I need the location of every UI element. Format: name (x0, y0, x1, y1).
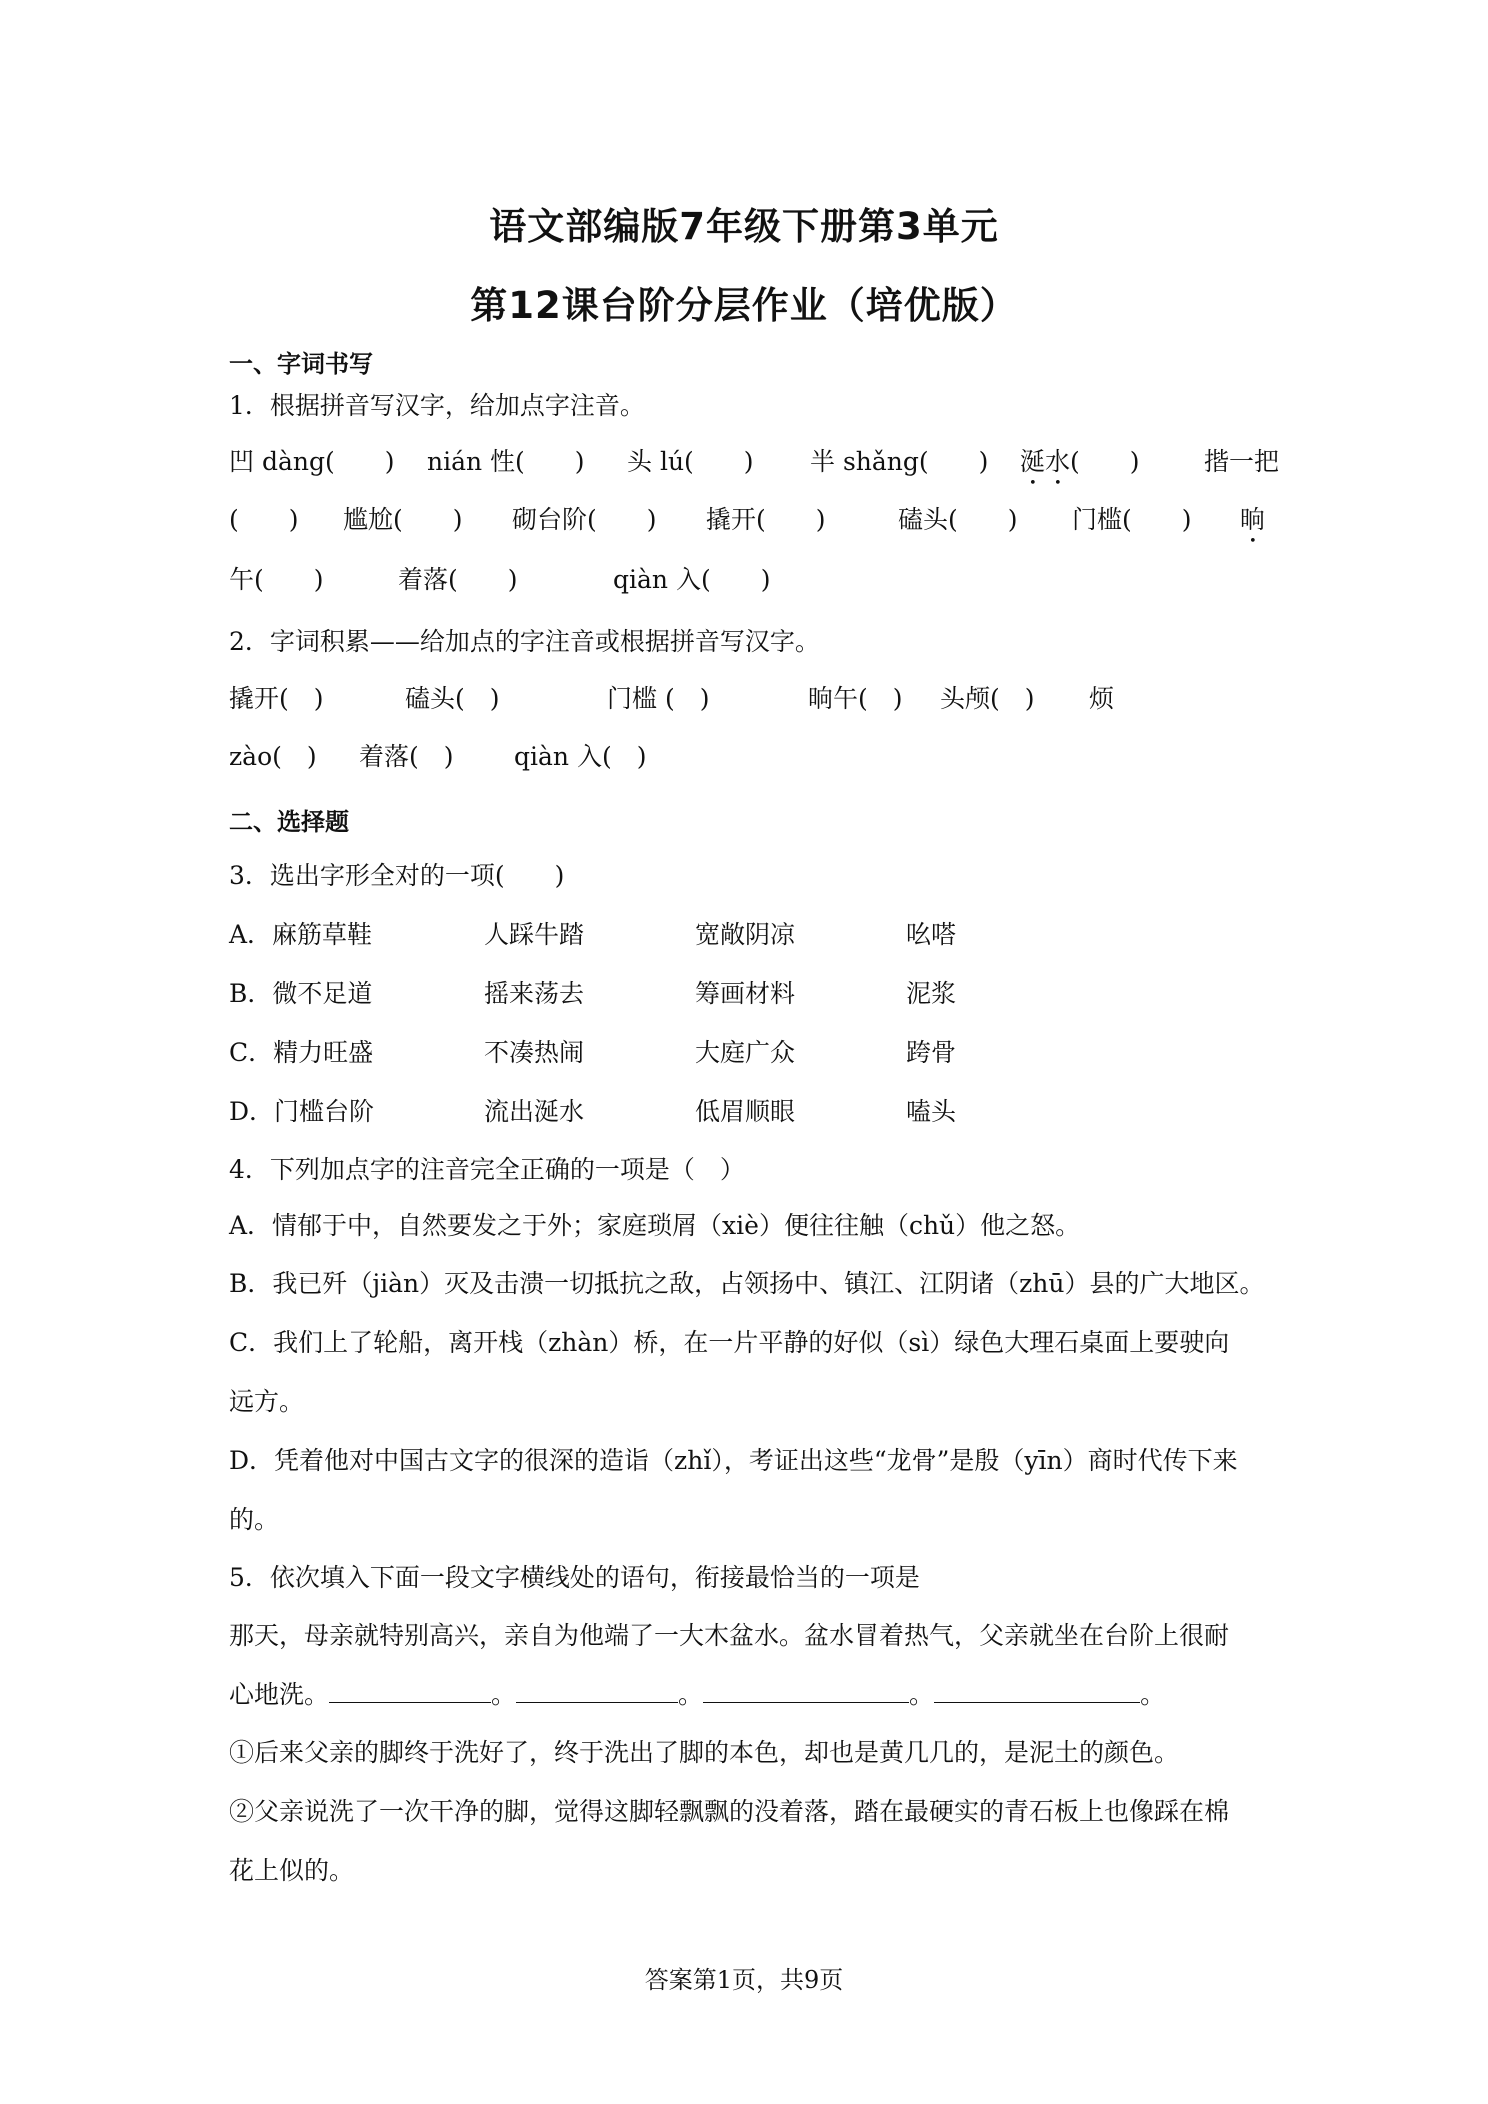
fill-blank[interactable] (703, 1680, 909, 1703)
option-word: 大庭广众 (695, 1038, 796, 1067)
q1-item: 揩一把 (1204, 447, 1280, 476)
q1-item: 撬开( ) (706, 505, 826, 534)
q2-prompt: 2．字词积累——给加点的字注音或根据拼音写汉字。 (229, 627, 820, 656)
option-word: 嗑头 (906, 1097, 957, 1126)
q4-option-d: D．凭着他对中国古文字的很深的造诣（zhǐ），考证出这些“龙骨”是殷（yīn）商时代传下来 (229, 1446, 1238, 1475)
section-heading-2: 二、选择题 (229, 808, 349, 836)
option-word: 吆嗒 (906, 920, 957, 949)
q5-sentence-2: ②父亲说洗了一次干净的脚，觉得这脚轻飘飘的没着落，踏在最硬实的青石板上也像踩在棉 (229, 1797, 1230, 1826)
q1-item: 半 shǎng( ) (810, 447, 989, 476)
q1-item: 门槛( ) (1072, 505, 1192, 534)
q2-item: 着落( ) (359, 742, 454, 771)
option-word: 低眉顺眼 (695, 1097, 796, 1126)
q1-item: ( ) (229, 505, 299, 534)
q5-sentence-1: ①后来父亲的脚终于洗好了，终于洗出了脚的本色，却也是黄几几的，是泥土的颜色。 (229, 1738, 1180, 1767)
q1-prompt: 1．根据拼音写汉字，给加点字注音。 (229, 391, 645, 420)
option-word: A．麻筋草鞋 (229, 920, 373, 949)
option-word: 泥浆 (906, 979, 957, 1008)
q4-option-c: C．我们上了轮船，离开栈（zhàn）桥，在一片平静的好似（sì）绿色大理石桌面上要驶向 (229, 1328, 1230, 1357)
q2-item: 头颅( ) (940, 684, 1035, 713)
q2-item: qiàn 入( ) (514, 742, 647, 771)
q5-passage: 那天，母亲就特别高兴，亲自为他端了一大木盆水。盆水冒着热气，父亲就坐在台阶上很耐 (229, 1621, 1230, 1650)
q2-item: zào( ) (229, 742, 317, 771)
q2-item: 晌午( ) (808, 684, 903, 713)
q1-item: nián 性( ) (427, 447, 585, 476)
page-footer: 答案第1页，共9页 (644, 1966, 844, 1994)
option-word: 流出涎水 (484, 1097, 585, 1126)
q1-item: qiàn 入( ) (613, 565, 771, 594)
option-word: 筹画材料 (695, 979, 796, 1008)
option-word: D．门槛台阶 (229, 1097, 375, 1126)
section-heading-1: 一、字词书写 (229, 350, 373, 378)
option-word: 不凑热闹 (484, 1038, 585, 1067)
option-word: C．精力旺盛 (229, 1038, 374, 1067)
q4-option-c-cont: 远方。 (229, 1387, 305, 1416)
option-word: 摇来荡去 (484, 979, 585, 1008)
fill-blank[interactable] (329, 1680, 491, 1703)
option-word: 人踩牛踏 (484, 920, 585, 949)
q4-option-d-cont: 的。 (229, 1505, 280, 1534)
q4-prompt: 4．下列加点字的注音完全正确的一项是（ ） (229, 1155, 745, 1184)
q1-item: 尴尬( ) (343, 505, 463, 534)
q1-item: 磕头( ) (898, 505, 1018, 534)
q2-item: 门槛 ( ) (607, 684, 710, 713)
title-line-2: 第12课台阶分层作业（培优版） (470, 284, 1018, 327)
q5-passage-blanks: 心地洗。 。 。 。 。 (229, 1680, 1166, 1709)
option-word: B．微不足道 (229, 979, 373, 1008)
option-word: 跨骨 (906, 1038, 957, 1067)
q2-item: 磕头( ) (405, 684, 500, 713)
q1-item: 晌 (1240, 505, 1266, 534)
option-word: 宽敞阴凉 (695, 920, 796, 949)
q4-option-b: B．我已歼（jiàn）灭及击溃一切抵抗之敌，占领扬中、镇江、江阴诸（zhū）县的广大地区。 (229, 1269, 1265, 1298)
q5-prompt: 5．依次填入下面一段文字横线处的语句，衔接最恰当的一项是 (229, 1563, 920, 1592)
q1-item: 凹 dàng( ) (229, 447, 395, 476)
q1-item: 涎水( ) (1020, 447, 1140, 476)
fill-blank[interactable] (516, 1680, 678, 1703)
q5-passage-cont: 心地洗。 (229, 1680, 330, 1709)
q4-option-a: A．情郁于中，自然要发之于外；家庭琐屑（xiè）便往往触（chǔ）他之怒。 (229, 1211, 1081, 1240)
q1-item: 着落( ) (398, 565, 518, 594)
q1-item: 午( ) (229, 565, 324, 594)
q2-item: 烦 (1089, 684, 1115, 713)
q5-sentence-2-cont: 花上似的。 (229, 1856, 355, 1885)
q1-item: 头 lú( ) (627, 447, 754, 476)
q3-prompt: 3．选出字形全对的一项( ) (229, 861, 565, 890)
title-line-1: 语文部编版7年级下册第3单元 (489, 205, 999, 248)
q1-item: 砌台阶( ) (512, 505, 657, 534)
q2-item: 撬开( ) (229, 684, 324, 713)
fill-blank[interactable] (934, 1680, 1140, 1703)
